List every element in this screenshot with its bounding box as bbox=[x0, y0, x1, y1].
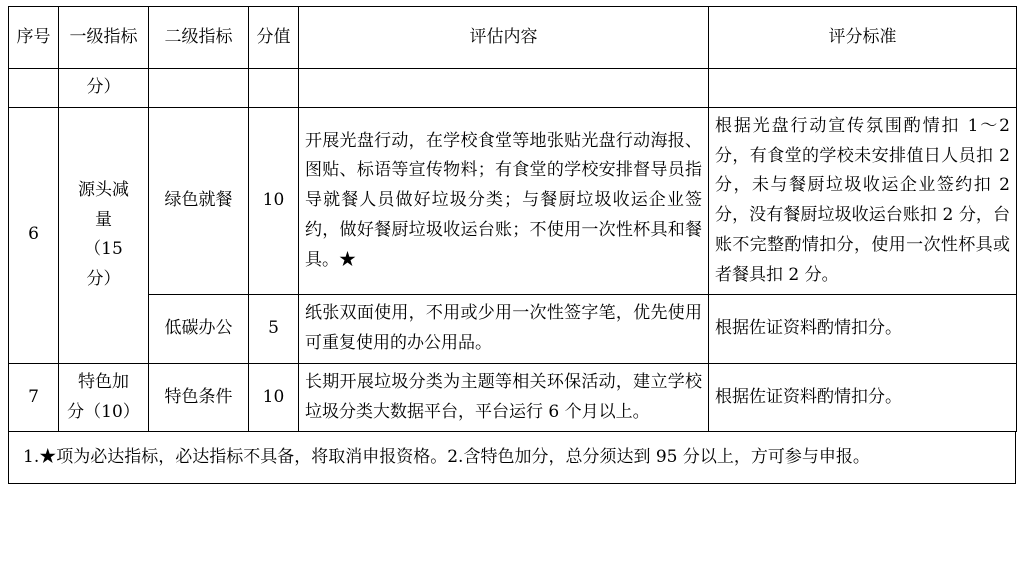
level1-line: 分（10） bbox=[67, 401, 140, 422]
partial-cell-standard bbox=[709, 69, 1017, 108]
table-header-row bbox=[9, 7, 1017, 69]
partial-cell-content bbox=[299, 69, 709, 108]
row-level2-green-dining: 绿色就餐 bbox=[149, 107, 249, 295]
row-content-green-dining: 开展光盘行动，在学校食堂等地张贴光盘行动海报、图贴、标语等宣传物料；有食堂的学校安排督导员指导就餐人员做好垃圾分类；与餐厨垃圾收运企业签约，做好餐厨垃圾收运台账；不使用一次性杯具和餐具。★ bbox=[299, 107, 709, 295]
row-content-low-carbon-office: 纸张双面使用，不用或少用一次性签字笔，优先使用可重复使用的办公用品。 bbox=[299, 295, 709, 364]
table-row-partial-top bbox=[9, 69, 1017, 108]
row-score-special-condition: 10 bbox=[249, 363, 299, 432]
table-body bbox=[9, 69, 1017, 432]
row-no-6: 6 bbox=[9, 107, 59, 363]
row-level1-6 bbox=[59, 107, 149, 363]
row-standard-low-carbon-office: 根据佐证资料酌情扣分。 bbox=[709, 295, 1017, 364]
row-level2-low-carbon-office: 低碳办公 bbox=[149, 295, 249, 364]
row-no-7: 7 bbox=[9, 363, 59, 432]
table-row bbox=[9, 295, 1017, 364]
column-header-score: 分值 bbox=[249, 7, 299, 69]
column-header-level2: 二级指标 bbox=[149, 7, 249, 69]
column-header-content: 评估内容 bbox=[299, 7, 709, 69]
level1-line: 源头减 bbox=[78, 179, 129, 200]
column-header-level1: 一级指标 bbox=[59, 7, 149, 69]
row-standard-green-dining: 根据光盘行动宣传氛围酌情扣 1～2 分，有食堂的学校未安排值日人员扣 2 分，未与餐厨垃圾收运企业签约扣 2 分，没有餐厨垃圾收运台账扣 2 分，台账不完整酌情扣分，使用一次性杯具或者餐具扣 2 分。 bbox=[709, 107, 1017, 295]
partial-cell-score bbox=[249, 69, 299, 108]
level1-line: 分） bbox=[86, 269, 121, 289]
row-level1-7 bbox=[59, 363, 149, 432]
row-standard-special-condition: 根据佐证资料酌情扣分。 bbox=[709, 363, 1017, 432]
column-header-standard: 评分标准 bbox=[709, 7, 1017, 69]
table-footer-note: 1.★项为必达指标，必达指标不具备，将取消申报资格。2.含特色加分，总分须达到 95 分以上，方可参与申报。 bbox=[8, 432, 1016, 484]
partial-cell-level1: 分） bbox=[59, 69, 149, 108]
table-header bbox=[9, 7, 1017, 69]
table-row bbox=[9, 363, 1017, 432]
assessment-table bbox=[8, 6, 1017, 432]
row-score-low-carbon-office: 5 bbox=[249, 295, 299, 364]
row-level2-special-condition: 特色条件 bbox=[149, 363, 249, 432]
partial-cell-level2 bbox=[149, 69, 249, 108]
level1-line: 特色加 bbox=[78, 371, 129, 392]
column-header-no: 序号 bbox=[9, 7, 59, 69]
level1-line: 量 bbox=[95, 209, 112, 230]
row-content-special-condition: 长期开展垃圾分类为主题等相关环保活动，建立学校垃圾分类大数据平台，平台运行 6 个月以上。 bbox=[299, 363, 709, 432]
level1-line: （15 bbox=[84, 239, 123, 260]
row-score-green-dining: 10 bbox=[249, 107, 299, 295]
partial-cell-no bbox=[9, 69, 59, 108]
table-row bbox=[9, 107, 1017, 295]
